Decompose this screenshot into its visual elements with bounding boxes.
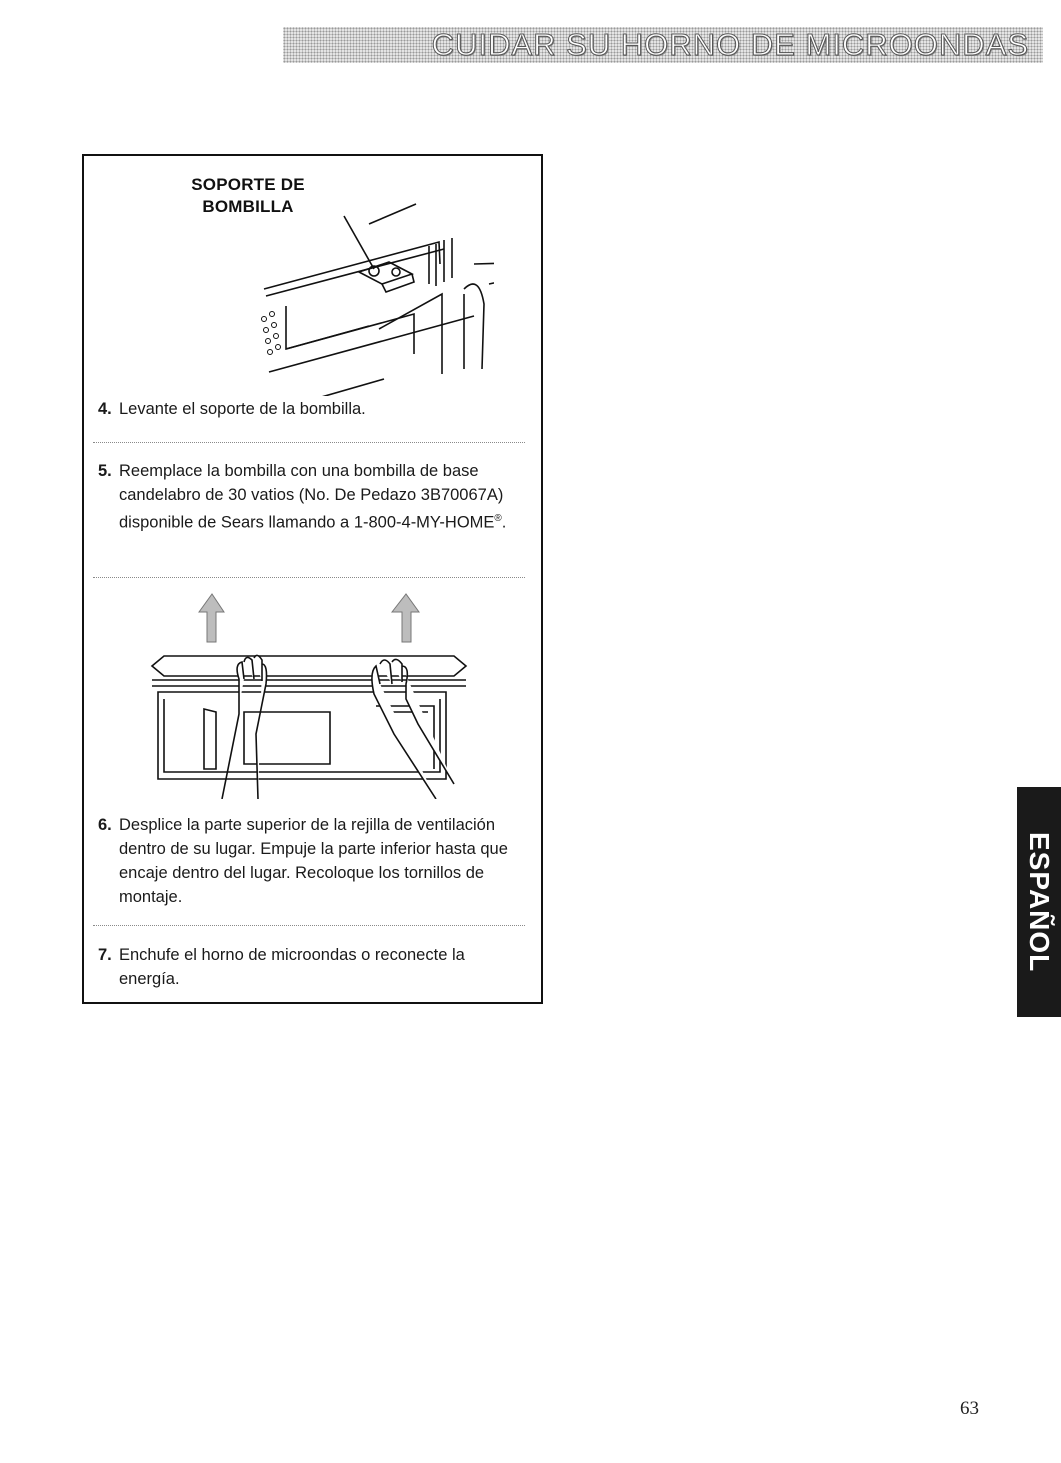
step-7 — [98, 943, 528, 991]
dotted-divider — [93, 577, 525, 578]
step-4 — [98, 397, 528, 421]
step-5 — [98, 459, 528, 535]
step-number: 6. — [98, 816, 112, 834]
bulb-holder-label — [168, 174, 328, 218]
bulb-holder-label-line1: SOPORTE DE — [191, 175, 305, 194]
up-arrow-icon — [392, 594, 419, 642]
microwave-bottom-outline — [264, 238, 494, 396]
step-number: 7. — [98, 946, 112, 964]
step-number: 4. — [98, 400, 112, 418]
step-number: 5. — [98, 462, 112, 480]
section-title: CUIDAR SU HORNO DE MICROONDAS — [431, 27, 1029, 62]
vent-grille-illustration — [144, 584, 484, 799]
step-text: Levante el soporte de la bombilla. — [119, 400, 366, 418]
language-tab — [1017, 787, 1061, 1017]
page-number: 63 — [960, 1398, 979, 1419]
section-header-band — [283, 27, 1043, 63]
up-arrow-icon — [199, 594, 224, 642]
step-text: Enchufe el horno de microondas o reconecte la energía. — [119, 946, 465, 988]
instruction-panel — [82, 154, 543, 1004]
step-text: Desplice la parte superior de la rejilla de ventilación dentro de su lugar. Empuje la parte inferior hasta que encaje dentro del lugar. Recoloque los tornillos de montaje. — [119, 816, 508, 906]
bulb-holder — [359, 262, 414, 292]
step-text: Reemplace la bombilla con una bombilla de base candelabro de 30 vatios (No. De Pedazo 3B70067A) disponible de Sears llamando a 1-800-4-MY-HOME — [119, 462, 504, 532]
language-tab-label: ESPAÑOL — [1024, 831, 1055, 973]
bulb-holder-label-line2: BOMBILLA — [202, 197, 294, 216]
step-text-tail: . — [501, 513, 507, 532]
control-buttons — [262, 312, 281, 355]
registered-mark: ® — [494, 513, 502, 524]
step-6 — [98, 813, 528, 909]
dotted-divider — [93, 442, 525, 443]
dotted-divider — [93, 925, 525, 926]
